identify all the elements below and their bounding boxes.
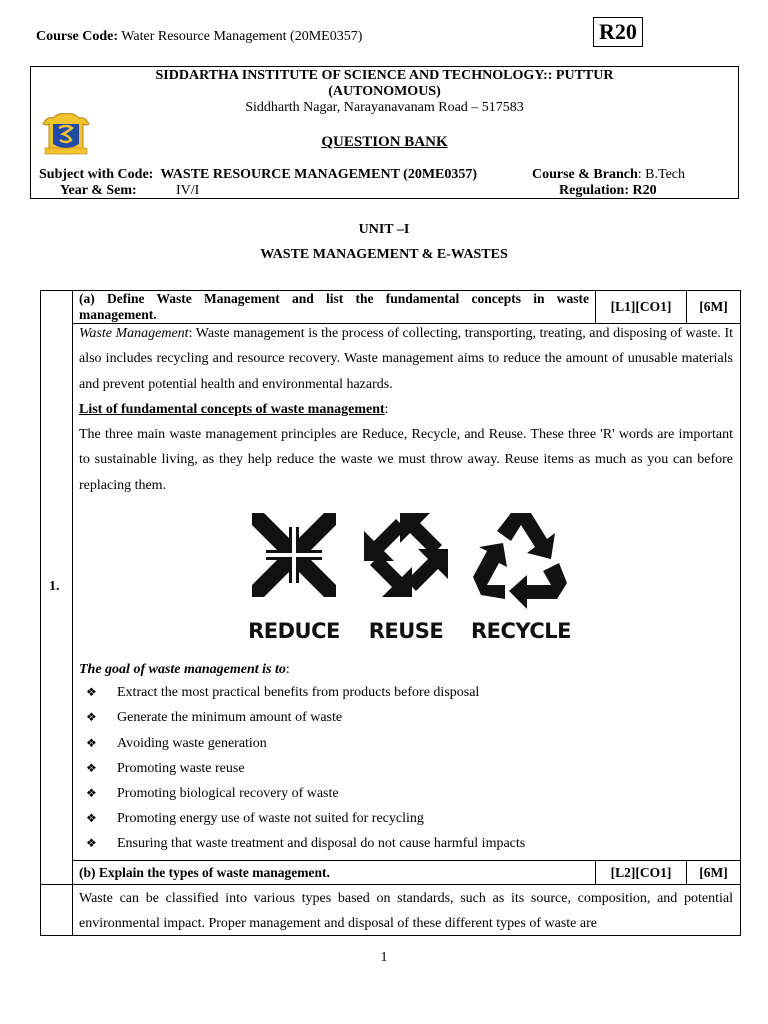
figure-label-recycle: RECYCLE (470, 619, 572, 643)
table-row-divider (72, 860, 741, 861)
concepts-colon: : (384, 402, 389, 417)
part-b-marks: [6M] (699, 865, 728, 880)
branch-label: Course & Branch (532, 167, 638, 182)
definition-text: : Waste management is the process of collecting, transporting, treating, and disposing of waste. It also includes recycling and resource recovery. Waste management aims to reduce the amount of unusable materials and prevent potential health and environmental hazards. (79, 326, 733, 392)
goal-heading: The goal of waste management is to (79, 662, 286, 677)
goal-item: ❖ Promoting energy use of waste not suited for recycling (86, 811, 424, 826)
subject-value: WASTE RESOURCE MANAGEMENT (20ME0357) (160, 167, 478, 182)
goal-colon: : (285, 662, 290, 677)
definition-paragraph (79, 321, 733, 397)
table-col-divider (72, 290, 73, 936)
figure-label-reduce: REDUCE (248, 619, 340, 643)
part-a-heading-line2: management. (79, 307, 157, 322)
reduce-arrows-icon (252, 513, 336, 597)
goal-item: ❖ Avoiding waste generation (86, 736, 267, 751)
table-border-right (740, 290, 741, 936)
diamond-bullet-icon: ❖ (86, 685, 97, 699)
institute-header-box (30, 66, 739, 199)
question-table (40, 290, 741, 936)
part-b-level: [L2][CO1] (610, 865, 672, 880)
diamond-bullet-icon: ❖ (86, 710, 97, 724)
course-branch (532, 167, 685, 183)
subject-label: Subject with Code: (39, 167, 154, 182)
part-a-marks: [6M] (699, 299, 728, 314)
table-border-left (40, 290, 41, 936)
concepts-paragraph: The three main waste management principles are Reduce, Recycle, and Reuse. These three 'R' words are important to sustainable living, as they help reduce the waste we must throw away. Reuse items as much as you can before replacing them. (79, 427, 733, 493)
part-a-level: [L1][CO1] (610, 299, 672, 314)
course-code-line (36, 29, 362, 45)
diamond-bullet-icon: ❖ (86, 836, 97, 850)
diamond-bullet-icon: ❖ (86, 786, 97, 800)
unit-title: WASTE MANAGEMENT & E-WASTES (260, 247, 508, 262)
goal-item: ❖ Promoting biological recovery of waste (86, 786, 339, 801)
figure-label-reuse: REUSE (368, 619, 444, 643)
page-number: 1 (380, 950, 388, 965)
year-sem-value: IV/I (176, 183, 200, 198)
question-number: 1. (49, 579, 60, 594)
subject-line (39, 167, 477, 183)
college-logo-icon (39, 112, 93, 158)
part-b-heading: (b) Explain the types of waste management. (79, 865, 330, 880)
part-b-paragraph: Waste can be classified into various types based on standards, such as its source, composition, and potential environmental impact. Proper management and disposal of these different types of waste are (79, 891, 733, 932)
concepts-heading-line (79, 397, 733, 422)
course-code-value: Water Resource Management (20ME0357) (121, 29, 363, 44)
diamond-bullet-icon: ❖ (86, 761, 97, 775)
year-sem-label: Year & Sem: (60, 183, 137, 198)
institute-address: Siddharth Nagar, Narayanavanam Road – 517583 (245, 100, 524, 115)
institute-name: SIDDARTHA INSTITUTE OF SCIENCE AND TECHNOLOGY:: PUTTUR (155, 68, 614, 83)
unit-label: UNIT –I (358, 222, 410, 237)
diamond-bullet-icon: ❖ (86, 811, 97, 825)
part-a-heading-line1: (a) Define Waste Management and list the fundamental concepts in waste (79, 291, 589, 306)
branch-value: : B.Tech (637, 167, 686, 182)
reduce-reuse-recycle-figure (236, 505, 576, 647)
goal-heading-line (79, 657, 733, 682)
concepts-heading: List of fundamental concepts of waste management (79, 402, 385, 417)
recycle-symbol-icon (473, 513, 567, 609)
goal-item: ❖ Generate the minimum amount of waste (86, 710, 343, 725)
regulation-label: Regulation: R20 (559, 183, 657, 198)
goal-item: ❖ Ensuring that waste treatment and disposal do not cause harmful impacts (86, 836, 526, 851)
table-row-divider (40, 884, 741, 885)
reuse-arrows-icon (364, 513, 448, 597)
institute-autonomous: (AUTONOMOUS) (328, 84, 441, 99)
goal-item: ❖ Extract the most practical benefits from products before disposal (86, 685, 480, 700)
diamond-bullet-icon: ❖ (86, 736, 97, 750)
regulation-badge: R20 (593, 17, 643, 47)
question-bank-title: QUESTION BANK (321, 134, 448, 150)
course-code-label: Course Code: (36, 29, 119, 44)
definition-term: Waste Management (79, 326, 189, 341)
goal-item: ❖ Promoting waste reuse (86, 761, 245, 776)
